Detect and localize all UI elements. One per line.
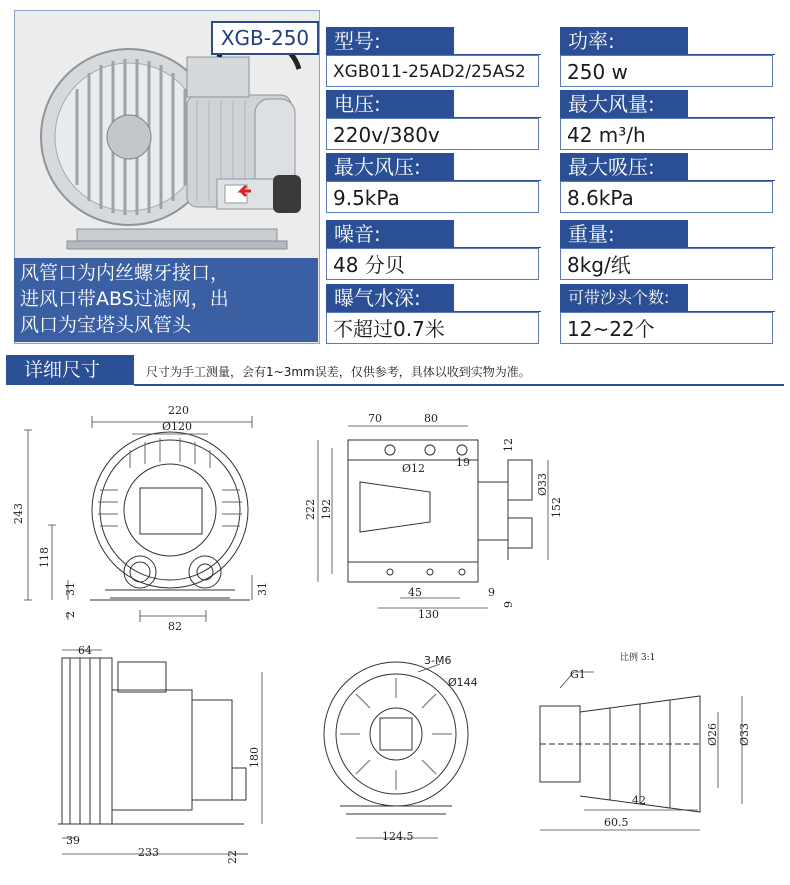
dim-70: 70	[368, 412, 382, 425]
spec-max-pressure	[326, 153, 541, 217]
dim-192: 192	[320, 499, 333, 520]
dim-39: 39	[66, 834, 80, 847]
spec-value: 8kg/纸	[560, 248, 773, 280]
spec-label: 最大风压:	[326, 153, 454, 181]
technical-drawings	[0, 390, 790, 881]
spec-label: 电压:	[326, 90, 454, 118]
spec-max-airflow	[560, 90, 775, 154]
dim-22: 22	[226, 850, 239, 864]
measurement-note: 尺寸为手工测量，会有1~3mm误差，仅供参考，具体以收到实物为准。	[146, 365, 531, 379]
drawing-canvas	[0, 390, 790, 881]
dim-152: 152	[550, 497, 563, 518]
dim-dia120: Ø120	[162, 420, 193, 433]
bottom-side-view-drawing	[58, 658, 246, 824]
hose-nozzle-drawing	[540, 696, 700, 812]
dim-9a: 9	[488, 586, 495, 599]
spec-value: 250 w	[560, 55, 773, 87]
dim-45: 45	[408, 586, 422, 599]
header-divider	[134, 384, 784, 386]
dim-dia26: Ø26	[706, 722, 719, 746]
dim-80: 80	[424, 412, 438, 425]
detail-title: 详细尺寸	[6, 355, 134, 385]
spec-value: 不超过0.7米	[326, 312, 539, 344]
spec-value: 9.5kPa	[326, 181, 539, 213]
dim-243: 243	[12, 503, 25, 524]
dim-12: 12	[502, 438, 515, 452]
spec-value: 8.6kPa	[560, 181, 773, 213]
spec-label: 曝气水深:	[326, 284, 454, 312]
side-view-dimensions	[304, 412, 563, 621]
spec-label: 型号:	[326, 27, 454, 55]
spec-label: 功率:	[560, 27, 688, 55]
spec-value: 48 分贝	[326, 248, 539, 280]
back-view-drawing	[324, 662, 468, 814]
caption-line-1: 风管口为内丝螺牙接口，	[20, 262, 230, 284]
dim-g1: G1	[570, 668, 586, 681]
side-view-drawing	[348, 440, 532, 582]
front-view-drawing	[90, 432, 250, 600]
spec-value: 12~22个	[560, 312, 773, 344]
dim-118: 118	[38, 547, 51, 568]
dim-222: 222	[304, 499, 317, 520]
dim-dia33: Ø33	[738, 722, 751, 746]
spec-value: 220v/380v	[326, 118, 539, 150]
detail-dimensions-header	[0, 355, 790, 389]
spec-label: 可带沙头个数:	[560, 284, 688, 312]
dim-19: 19	[456, 456, 470, 469]
spec-airstone-count	[560, 284, 775, 348]
spec-value: 42 m³/h	[560, 118, 773, 150]
spec-power	[560, 27, 775, 91]
dim-180: 180	[248, 747, 261, 768]
dim-42: 42	[632, 794, 646, 807]
dim-dia144: Ø144	[448, 676, 478, 689]
dim-220: 220	[168, 404, 189, 417]
dim-233: 233	[138, 846, 159, 859]
dim-64: 64	[78, 644, 92, 657]
caption-line-3: 风口为宝塔头风管头	[20, 314, 192, 336]
model-badge: XGB-250	[211, 21, 319, 55]
dim-82: 82	[168, 620, 182, 633]
spec-model	[326, 27, 541, 91]
dim-dia33: Ø33	[536, 472, 549, 496]
caption-line-2: 进风口带ABS过滤网，出	[20, 288, 229, 310]
spec-label: 最大风量:	[560, 90, 688, 118]
scale-label: 比例 3:1	[620, 653, 656, 663]
product-info-section	[0, 0, 790, 350]
dim-2: 2	[64, 611, 77, 618]
dim-60-5: 60.5	[604, 816, 629, 829]
dim-124-5: 124.5	[382, 830, 414, 843]
nozzle-dimensions	[570, 651, 751, 829]
dim-9b: 9	[502, 601, 515, 608]
spec-value: XGB011-25AD2/25AS2	[326, 55, 539, 87]
dim-3-m6: 3-M6	[424, 654, 452, 667]
spec-label: 噪音:	[326, 220, 454, 248]
connection-caption	[14, 258, 318, 342]
dim-dia12: Ø12	[402, 462, 426, 475]
dim-31a: 31	[64, 582, 77, 596]
spec-aeration-depth	[326, 284, 541, 348]
spec-weight	[560, 220, 775, 284]
dim-31b: 31	[256, 582, 269, 596]
spec-noise	[326, 220, 541, 284]
spec-voltage	[326, 90, 541, 154]
spec-label: 最大吸压:	[560, 153, 688, 181]
dim-130: 130	[418, 608, 439, 621]
spec-max-suction	[560, 153, 775, 217]
spec-label: 重量:	[560, 220, 688, 248]
blower-illustration	[37, 29, 327, 265]
